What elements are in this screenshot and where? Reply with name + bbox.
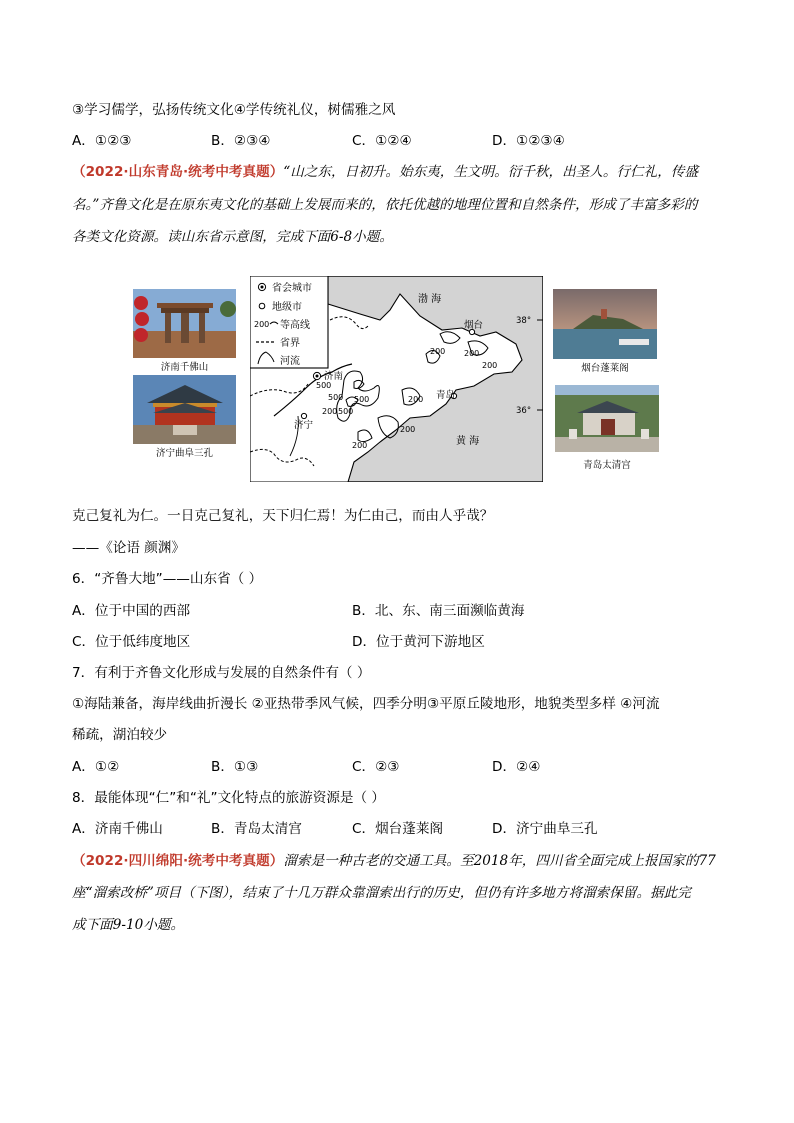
q5-option-b: B．②③④ (211, 133, 271, 149)
legend-contour-label: 等高线 (280, 320, 310, 331)
q7-option-c: C．②③ (352, 759, 400, 775)
q6-stem: 6．“齐鲁大地”——山东省（ ） (72, 571, 263, 587)
contour-label: 200 (464, 349, 480, 358)
q7-items-line1: ①海陆兼备，海岸线曲折漫长 ②亚热带季风气候，四季分明③平原丘陵地形，地貌类型多样 ④河流 (72, 696, 660, 712)
legend-city-label: 地级市 (272, 302, 302, 313)
legend-contour-value: 200 (254, 320, 270, 329)
q7-items-line2: 稀疏，湖泊较少 (72, 727, 168, 743)
lat-36-label: 36° (516, 406, 532, 416)
q8-option-a: A．济南千佛山 (72, 821, 163, 837)
q8-stem: 8．最能体现“仁”和“礼”文化特点的旅游资源是（ ） (72, 790, 386, 806)
contour-label: 500 (328, 393, 344, 402)
q6-option-c: C．位于低纬度地区 (72, 634, 191, 650)
caption-qingdao: 青岛太清宫 (583, 460, 631, 471)
photo-jining-qufu (133, 375, 236, 444)
q7-option-b: B．①③ (211, 759, 259, 775)
legend-border-label: 省界 (280, 338, 300, 349)
contour-label: 200 (352, 441, 368, 450)
passage2-text1: 溜索是一种古老的交通工具。至2018年，四川省全面完成上报国家的77 (283, 853, 716, 869)
city-yantai-label: 烟台 (464, 320, 484, 331)
passage2-line3: 成下面9-10小题。 (72, 917, 185, 933)
q8-option-c: C．烟台蓬莱阁 (352, 821, 444, 837)
caption-yantai: 烟台蓬莱阁 (581, 363, 629, 374)
contour-label: 200 (322, 407, 338, 416)
contour-label: 500 (338, 407, 354, 416)
quote-text: 克己复礼为仁。一日克己复礼，天下归仁焉！为仁由己，而由人乎哉？ (72, 508, 494, 524)
q5-option-c: C．①②④ (352, 133, 412, 149)
q5-option-d: D．①②③④ (492, 133, 565, 149)
q6-option-d: D．位于黄河下游地区 (352, 634, 485, 650)
caption-jining: 济宁曲阜三孔 (155, 448, 213, 459)
q6-option-a: A．位于中国的西部 (72, 603, 191, 619)
contour-label: 200 (482, 361, 498, 370)
city-jining-label: 济宁 (294, 420, 314, 431)
caption-jinan: 济南千佛山 (160, 362, 209, 373)
city-qingdao-label: 青岛 (436, 390, 456, 401)
passage2-line2: 座“溜索改桥”项目（下图），结束了十几万群众靠溜索出行的历史，但仍有许多地方将溜索保留。据此完 (72, 885, 691, 901)
contour-label: 200 (400, 425, 416, 434)
q7-stem: 7．有利于齐鲁文化形成与发展的自然条件有（ ） (72, 665, 371, 681)
q5-option-a: A．①②③ (72, 133, 132, 149)
contour-label: 200 (408, 395, 424, 404)
contour-label: 500 (354, 395, 370, 404)
passage1-source: （2022·山东青岛·统考中考真题） (72, 164, 284, 180)
q5-items: ③学习儒学，弘扬传统文化④学传统礼仪，树儒雅之风 (72, 102, 396, 118)
photo-yantai-penglai (553, 289, 657, 359)
shandong-map (250, 276, 543, 482)
contour-label: 200 (430, 347, 446, 356)
q8-option-b: B．青岛太清宫 (211, 821, 302, 837)
passage1-text1: “山之东，日初升。始东夷，生文明。衍千秋，出圣人。行仁礼，传盛 (283, 164, 699, 180)
city-jinan-label: 济南 (324, 371, 344, 382)
q8-option-d: D．济宁曲阜三孔 (492, 821, 598, 837)
legend-capital-label: 省会城市 (272, 283, 312, 294)
sea-huanghai-label: 黄 海 (456, 436, 480, 447)
passage1-line2: 名。”齐鲁文化是在原东夷文化的基础上发展而来的，依托优越的地理位置和自然条件，形成了丰富多彩的 (72, 197, 698, 213)
q7-option-a: A．①② (72, 759, 120, 775)
photo-jinan-qianfoshan (133, 289, 236, 358)
q7-option-d: D．②④ (492, 759, 541, 775)
photo-qingdao-taiqinggong (555, 385, 659, 452)
quote-attribution: ——《论语 颜渊》 (72, 540, 186, 556)
city-jining-icon (301, 413, 306, 418)
passage2-source: （2022·四川绵阳·统考中考真题） (72, 853, 284, 869)
passage2-line1 (72, 852, 716, 870)
q6-option-b: B．北、东、南三面濒临黄海 (352, 603, 525, 619)
sea-bohai-label: 渤 海 (418, 294, 442, 305)
contour-label: 500 (316, 381, 332, 390)
legend-river-label: 河流 (280, 356, 300, 367)
lat-38-label: 38° (516, 316, 532, 326)
passage1-line3: 各类文化资源。读山东省示意图，完成下面6-8小题。 (72, 229, 393, 245)
passage1-line1 (72, 163, 698, 181)
